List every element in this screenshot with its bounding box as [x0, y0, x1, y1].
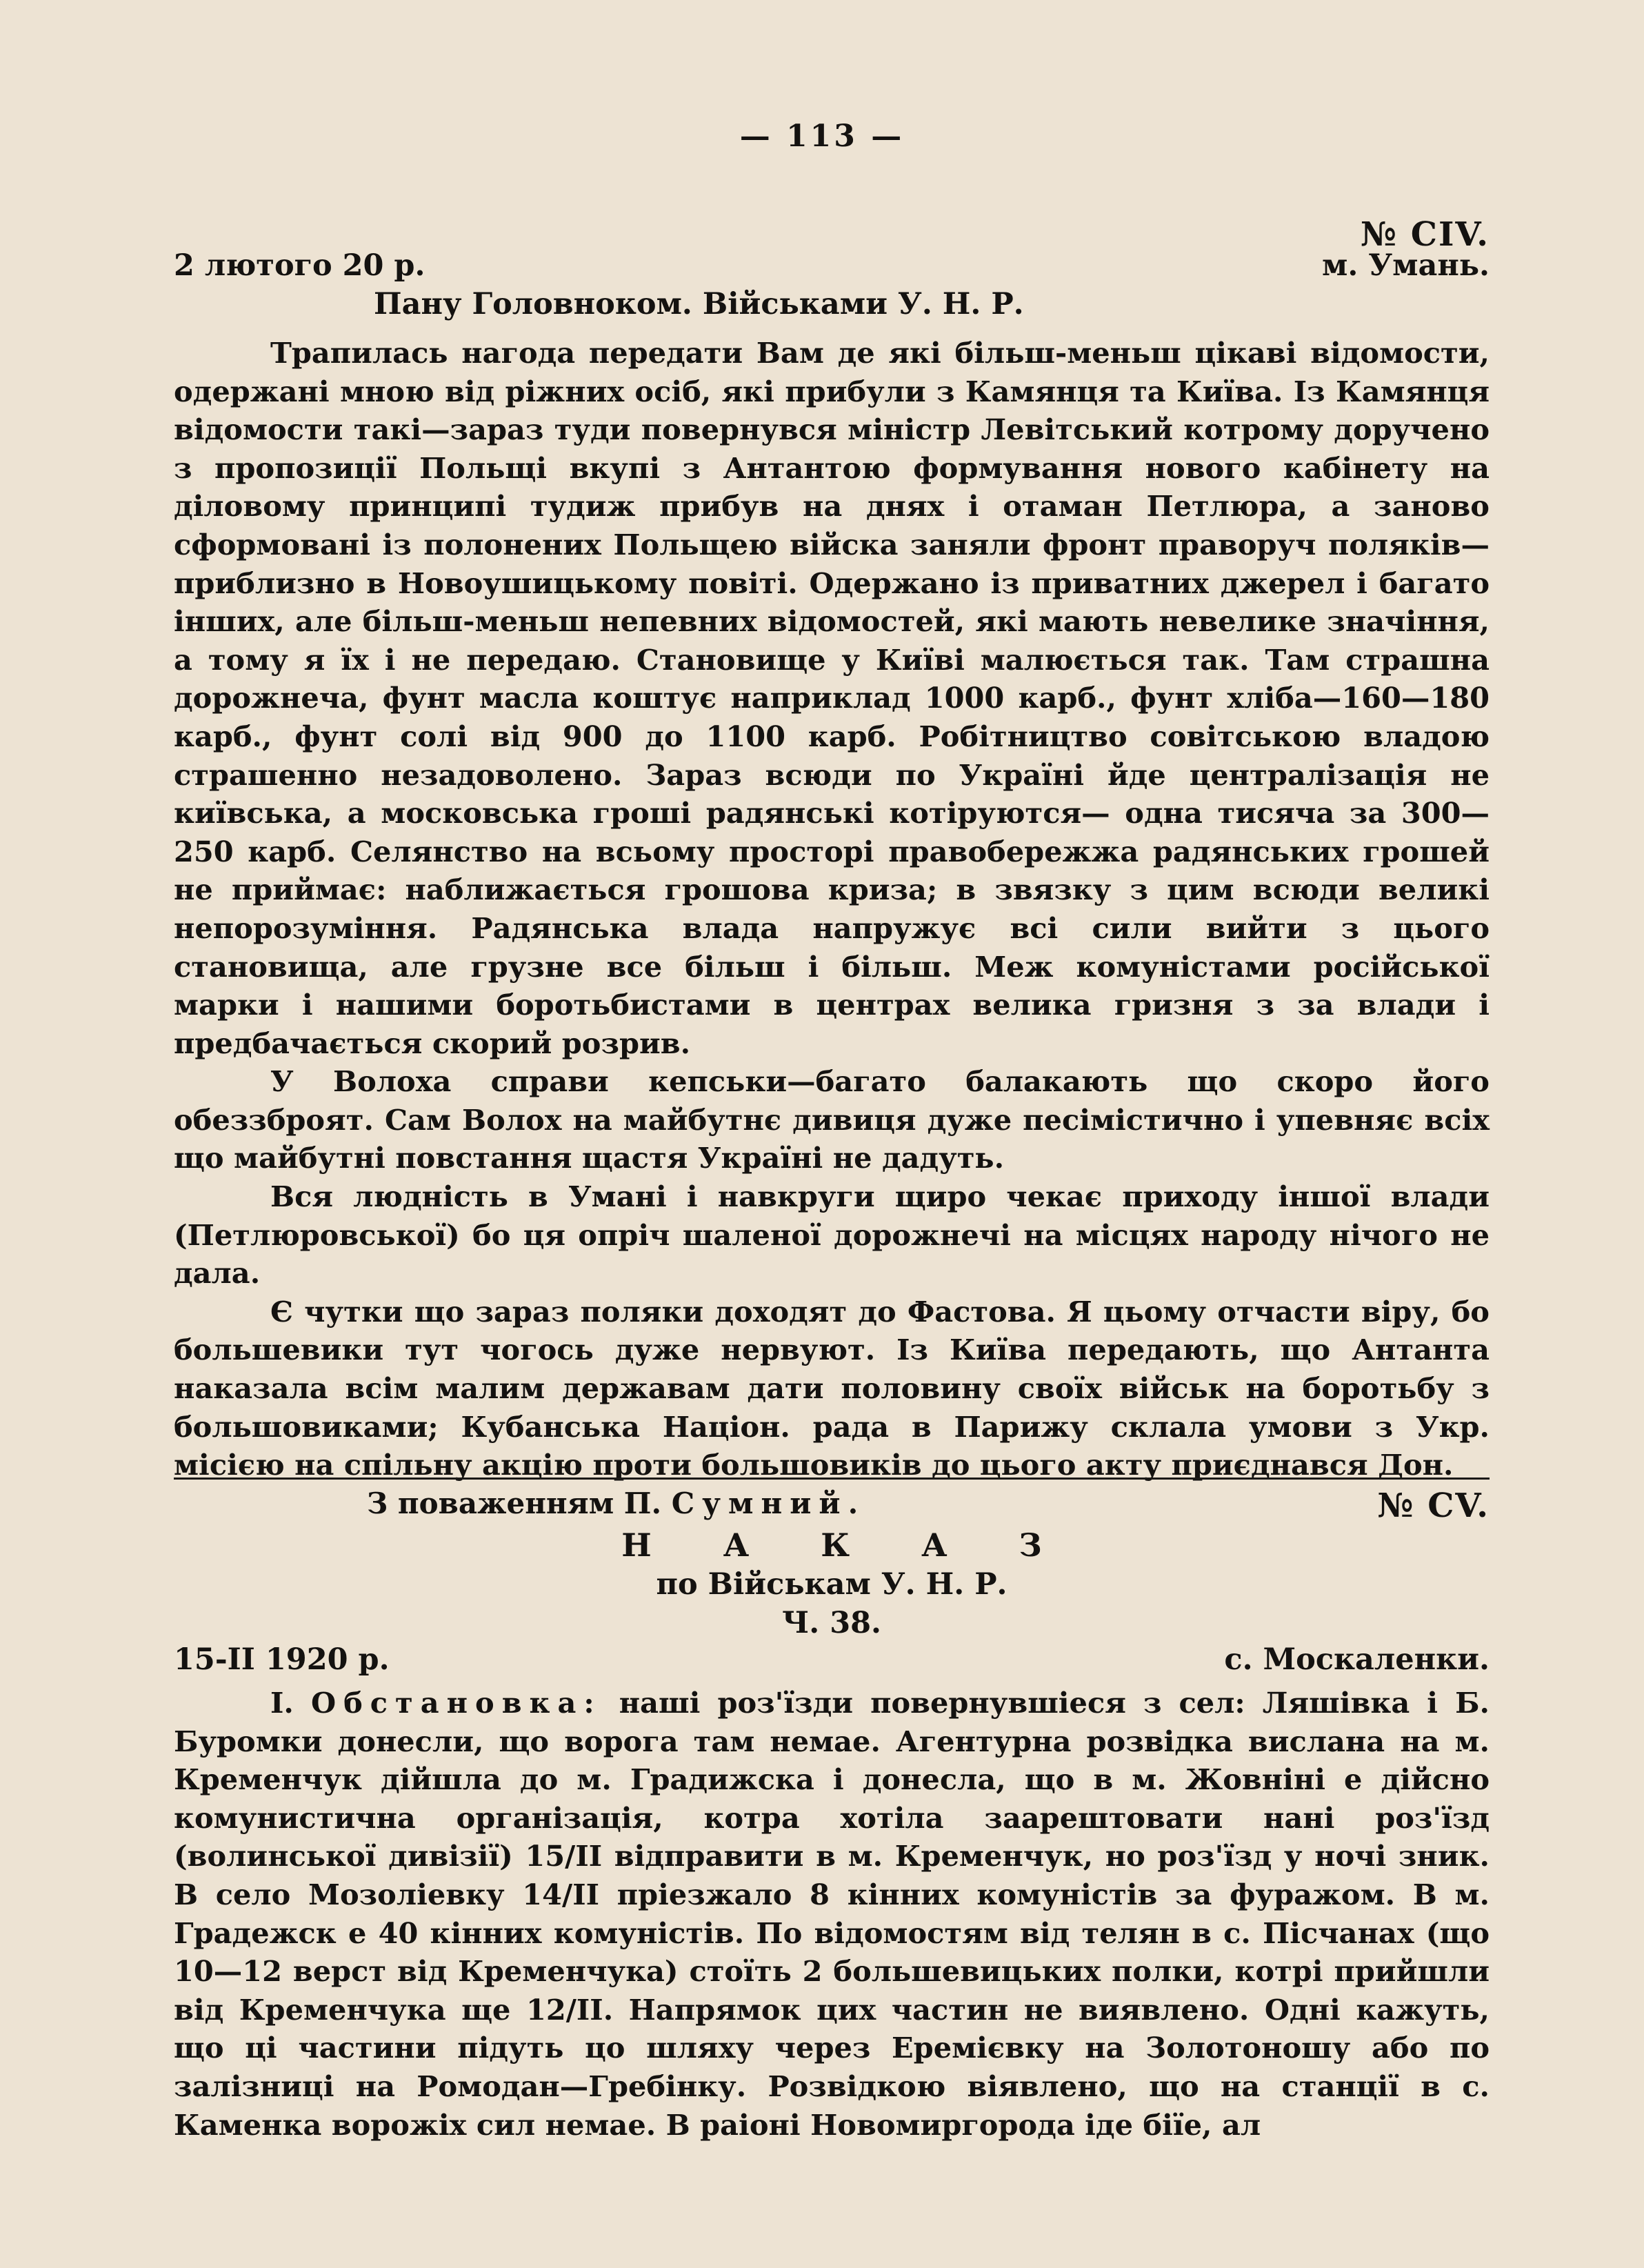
letter-section [174, 215, 1490, 1523]
order-section-label: Обстановка: [310, 1686, 602, 1720]
letter-place: м. Умань. [1321, 248, 1490, 283]
letter-paragraph-4: Є чутки що зараз поляки доходят до Фастова. Я цьому отчасти віру, бо большевики тут чогось дуже нервуют. Із Київа передають, що Антанта наказала всім малим державам дати половину своїх військ на боротьбу з большовиками; Кубанська Націон. рада в Парижу склала умови з Укр. місією на спільну акцію проти большовиків до цього акту приєднався Дон. [174, 1294, 1490, 1482]
letter-paragraph-1: Трапилась нагода передати Вам де які більш-меньш цікаві відомости, одержані мною від ріжних осіб, які прибули з Камянця та Київа. Із Камянця відомости такі—зараз туди повернувся міністр Левітський котрому доручено з пропозиції Польщі вкупі з Антантою формування нового кабінету на діловому принципі тудиж прибув на днях і отаман Петлюра, а заново сформовані із полонених Польщею війска заняли фронт праворуч поляків—приблизно в Новоушицькому повіті. Одержано із приватних джерел і багато інших, але більш-меньш непевних відомостей, які мають невелике значіння, а тому я їх і не передаю. Становище у Київі малюється так. Там страшна дорожнеча, фунт масла коштує наприклад 1000 карб., фунт хліба—160—180 карб., фунт солі від 900 до 1100 карб. Робітництво совітською владою страшенно незадоволено. Зараз всюди по Україні йде централізація не київська, а московська гроші радянські котіруются— одна тисяча за 300—250 карб. Селянство на всьому просторі правобережжа радянських грошей не приймає: наближається грошова криза; в звязку з цим всюди великі непорозуміння. Радянська влада напружує всі сили вийти з цього становища, але грузне все більш і більш. Меж комуністами російської марки і нашими боротьбистами в центрах велика гризня з за влади і предбачається скорий розрив. [174, 336, 1490, 1060]
order-section-number: I. [270, 1686, 294, 1720]
order-part: Ч. 38. [781, 1606, 881, 1640]
letter-paragraph-2: У Волоха справи кепськи—багато балакають що скоро його обеззброят. Сам Волох на майбутнє дивиця дуже песімістично і упевняє всіх що майбутні повстання щастя Україні не дадуть. [174, 1064, 1490, 1175]
order-date: 15-II 1920 р. [174, 1642, 390, 1677]
order-subtitle: по Військам У. Н. Р. [656, 1567, 1008, 1602]
letter-signature-name: Сумний. [671, 1486, 866, 1520]
order-section-1 [174, 1684, 1490, 2144]
order-number: № CV. [1377, 1486, 1490, 1525]
letter-date: 2 лютого 20 р. [174, 248, 425, 283]
letter-closing: З поваженням П. [367, 1486, 662, 1520]
order-section-text: наші роз'їзди повернувшіеся з сел: Ляшівка і Б. Буромки донесли, що ворога там немае. Агентурна розвідка вислана на м. Кременчук дійшла до м. Градижска і донесла, що в м. Жовніні е дійсно комунистична організація, котра хотіла заарештовати нані роз'їзд (волинської дивізії) 15/II відправити в м. Кременчук, но роз'їзд у ночі зник. В село Мозоліевку 14/II пріезжало 8 кінних комуністів за фуражом. В м. Градежск е 40 кінних комуністів. По відомостям від телян в с. Пісчанах (що 10—12 верст від Кременчука) стоїть 2 большевицьких полки, котрі прийшли від Кременчука ще 12/II. Напрямок цих частин не виявлено. Одні кажуть, що ці частини підуть цо шляху через Еремієвку на Золотоношу або по залізниці на Ромодан—Гребінку. Розвідкою віявлено, що на станції в с. Каменка ворожіх сил немае. В раіоні Новомиргорода іде біїе, ал [174, 1686, 1490, 2142]
order-title: Н А К А З [621, 1526, 1072, 1564]
order-date-place-row [174, 1642, 1490, 1677]
letter-date-place-row [174, 248, 1490, 283]
letter-number: № CIV. [1360, 215, 1490, 254]
order-place: с. Москаленки. [1224, 1642, 1490, 1677]
section-divider [174, 1478, 1490, 1480]
page-number: — 113 — [739, 119, 905, 154]
letter-addressee: Пану Головноком. Військами У. Н. Р. [374, 287, 1024, 321]
order-section [174, 1460, 1490, 2144]
letter-paragraph-3: Вся людність в Умані і навкруги щиро чекає приходу іншої влади (Петлюровської) бо ця опріч шаленої дорожнечі на місцях народу нічого не дала. [174, 1180, 1490, 1291]
